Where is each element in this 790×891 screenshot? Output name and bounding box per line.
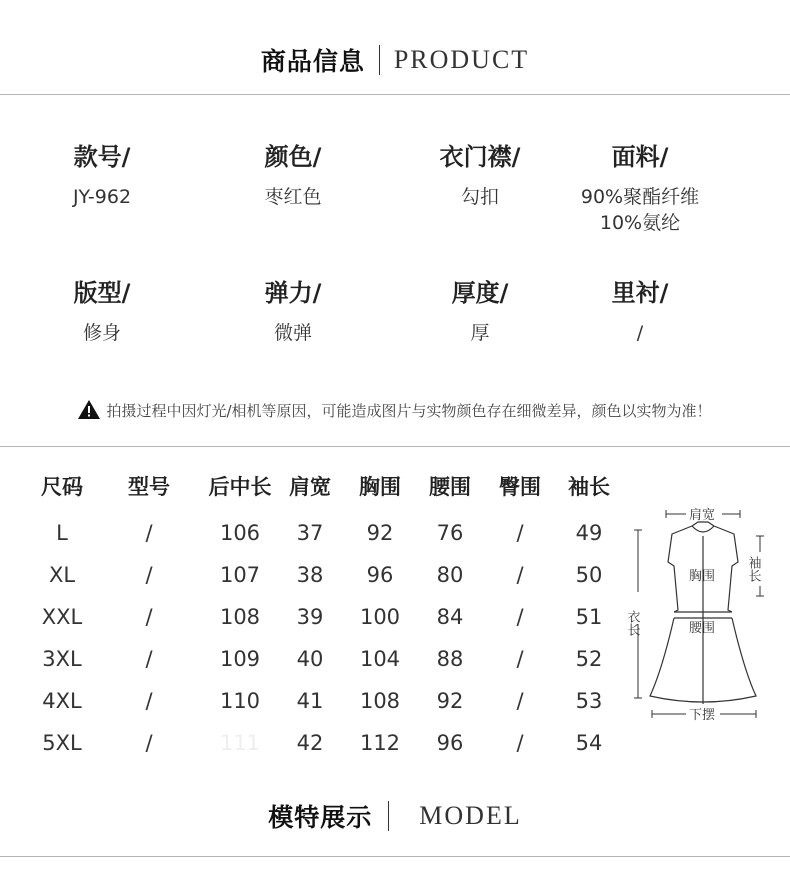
attr-closure [400, 140, 560, 210]
table-cell: / [145, 521, 153, 545]
divider-line [0, 856, 790, 857]
table-cell: 5XL [42, 731, 82, 755]
attr-label: 版型/ [73, 279, 131, 307]
attr-label: 颜色/ [264, 143, 322, 171]
table-header: 肩宽 [289, 475, 331, 499]
table-cell: 108 [219, 605, 261, 629]
title-divider [388, 801, 389, 831]
table-cell: 49 [575, 521, 603, 545]
attr-value: / [636, 322, 644, 344]
table-cell: / [516, 647, 524, 671]
attr-value: JY-962 [72, 186, 132, 208]
table-cell: / [516, 689, 524, 713]
table-cell: 88 [436, 647, 464, 671]
attr-label: 弹力/ [264, 279, 322, 307]
attr-fit [22, 276, 182, 346]
divider-line [0, 446, 790, 447]
table-cell: 92 [366, 521, 394, 545]
divider-line [0, 94, 790, 95]
length-label-top: 衣长 [624, 610, 640, 636]
attr-stretch [213, 276, 373, 346]
section-title-cn: 商品信息 [260, 47, 365, 76]
attr-lining [560, 276, 720, 346]
table-cell: 107 [219, 563, 261, 587]
attr-label: 款号/ [73, 143, 131, 171]
table-cell: 106 [219, 521, 261, 545]
table-cell: 51 [575, 605, 603, 629]
table-cell: 112 [359, 731, 401, 755]
table-cell: 53 [575, 689, 603, 713]
attr-color [213, 140, 373, 210]
table-cell: 41 [296, 689, 324, 713]
table-header: 后中长 [208, 475, 272, 499]
table-cell: XXL [41, 605, 83, 629]
table-header: 胸围 [359, 475, 401, 499]
attr-value: 微弹 [273, 322, 312, 344]
table-cell: 96 [366, 563, 394, 587]
attr-label: 面料/ [611, 143, 669, 171]
section-title-cn: 模特展示 [268, 803, 373, 832]
section-title-en: PRODUCT [393, 45, 530, 74]
model-header [0, 796, 790, 836]
attr-value: 厚 [470, 322, 490, 344]
table-cell: 4XL [42, 689, 82, 713]
table-cell: / [516, 521, 524, 545]
product-header [0, 40, 790, 80]
table-cell: 76 [436, 521, 464, 545]
table-cell: / [145, 605, 153, 629]
attr-style-number [22, 140, 182, 210]
waist-label: 腰围 [689, 621, 716, 636]
color-notice [0, 400, 790, 421]
section-title-en: MODEL [419, 801, 522, 830]
chest-label: 胸围 [689, 569, 716, 584]
table-cell: 84 [436, 605, 464, 629]
table-cell: 52 [575, 647, 603, 671]
dress-outline [650, 522, 756, 704]
table-cell: 100 [359, 605, 401, 629]
table-header: 袖长 [568, 475, 610, 499]
table-header: 臀围 [499, 475, 541, 499]
table-cell: 39 [296, 605, 324, 629]
table-cell: / [145, 731, 153, 755]
attr-value: 枣红色 [264, 186, 322, 208]
table-cell: 80 [436, 563, 464, 587]
table-cell: 50 [575, 563, 603, 587]
table-cell: / [516, 605, 524, 629]
table-cell: 111 [219, 731, 261, 755]
table-cell: / [145, 689, 153, 713]
attr-value: 修身 [82, 322, 121, 344]
attr-label: 衣门襟/ [439, 143, 521, 171]
table-header: 腰围 [429, 475, 471, 499]
table-cell: 92 [436, 689, 464, 713]
table-cell: 3XL [42, 647, 82, 671]
table-header: 尺码 [41, 475, 83, 499]
table-cell: 104 [359, 647, 401, 671]
table-cell: 110 [219, 689, 261, 713]
table-cell: 54 [575, 731, 603, 755]
table-cell: / [145, 647, 153, 671]
title-divider [379, 45, 380, 75]
attr-label: 里衬/ [611, 279, 669, 307]
table-cell: 37 [296, 521, 324, 545]
table-cell: 108 [359, 689, 401, 713]
attr-label: 厚度/ [451, 279, 509, 307]
table-cell: XL [48, 563, 76, 587]
attr-value: 90%聚酯纤维 10%氨纶 [580, 186, 700, 234]
garment-diagram [622, 500, 782, 730]
table-cell: L [56, 521, 68, 545]
table-cell: / [516, 731, 524, 755]
shoulder-label: 肩宽 [689, 508, 716, 523]
table-cell: 42 [296, 731, 324, 755]
table-cell: 40 [296, 647, 324, 671]
table-cell: / [516, 563, 524, 587]
attr-thickness [400, 276, 560, 346]
sleeve-label: 袖长 [745, 556, 761, 582]
hem-label: 下摆 [689, 708, 716, 723]
table-cell: 96 [436, 731, 464, 755]
table-header: 型号 [128, 475, 170, 499]
attr-fabric [560, 140, 720, 236]
table-cell: 109 [219, 647, 261, 671]
notice-text: 拍摄过程中因灯光/相机等原因，可能造成图片与实物颜色存在细微差异，颜色以实物为准！ [106, 402, 712, 420]
table-cell: 38 [296, 563, 324, 587]
warning-icon [78, 400, 100, 419]
attr-value: 勾扣 [460, 186, 499, 208]
table-cell: / [145, 563, 153, 587]
